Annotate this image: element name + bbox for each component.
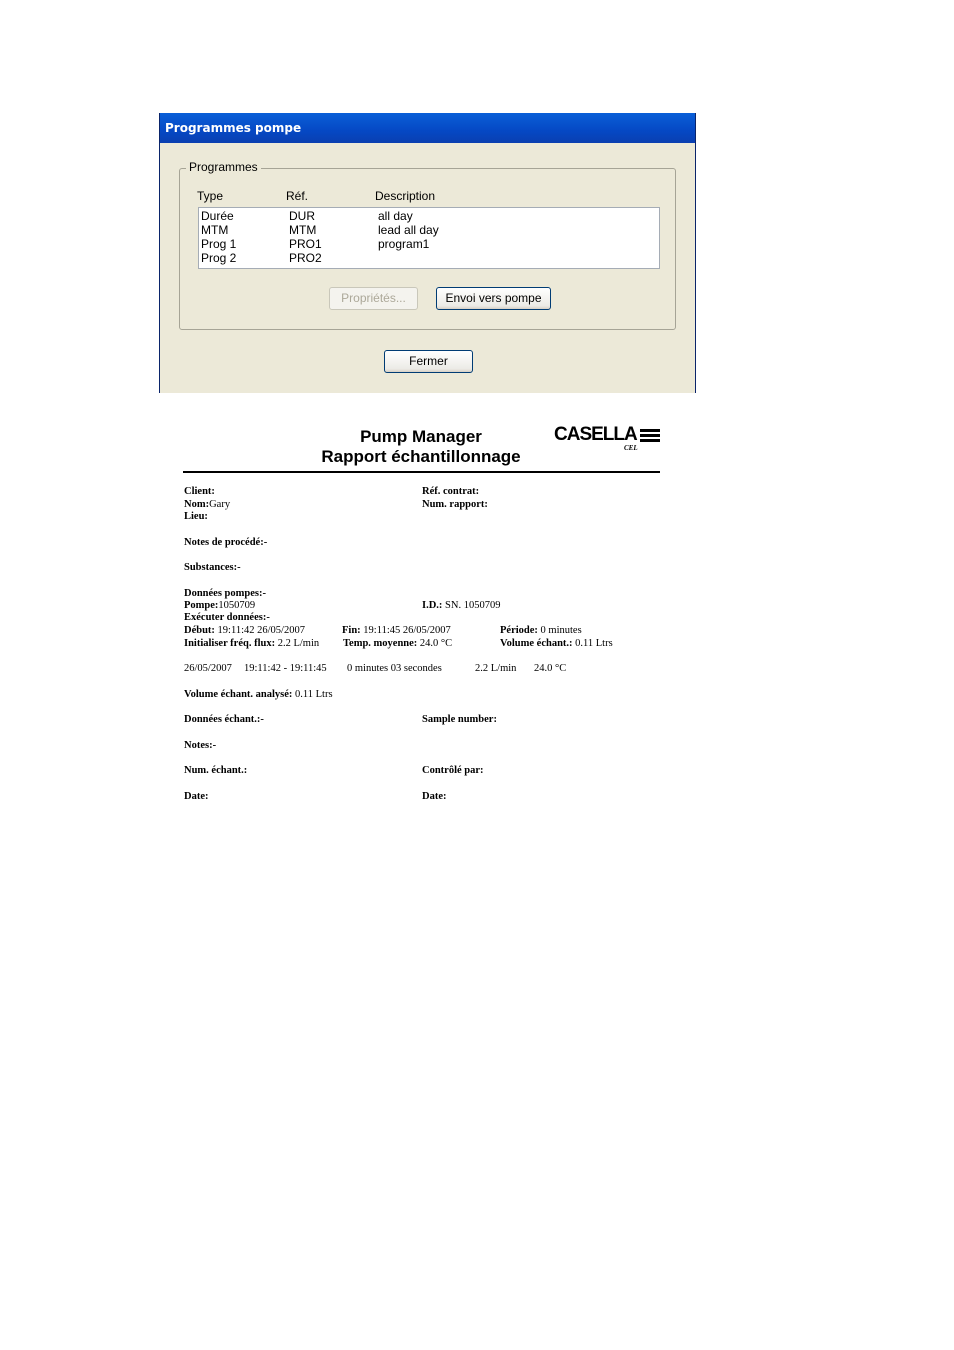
list-item[interactable] bbox=[199, 209, 659, 223]
dialog-title: Programmes pompe bbox=[160, 113, 695, 143]
list-item[interactable] bbox=[199, 237, 659, 251]
fin-field: Fin: 19:11:45 26/05/2007 bbox=[342, 625, 451, 636]
row-description: all day bbox=[378, 209, 413, 223]
row-type: MTM bbox=[201, 223, 229, 237]
notes-field: Notes:- bbox=[184, 740, 217, 751]
executer-field: Exécuter données:- bbox=[184, 612, 270, 623]
run-date: 26/05/2007 bbox=[184, 663, 232, 674]
controle-par-field: Contrôlé par: bbox=[422, 765, 484, 776]
temp-moyenne-field: Temp. moyenne: 24.0 °C bbox=[343, 638, 453, 649]
row-ref: MTM bbox=[289, 223, 317, 237]
init-flux-field: Initialiser fréq. flux: 2.2 L/min bbox=[184, 638, 320, 649]
casella-logo bbox=[554, 424, 664, 454]
logo-bars-icon bbox=[640, 429, 660, 444]
column-header-description[interactable]: Description bbox=[375, 189, 436, 203]
run-flow: 2.2 L/min bbox=[475, 663, 517, 674]
client-field: Client: bbox=[184, 486, 215, 497]
donnees-pompes-field: Données pompes:- bbox=[184, 588, 266, 599]
column-header-type[interactable]: Type bbox=[197, 189, 224, 203]
date-right-field: Date: bbox=[422, 791, 447, 802]
substances-field: Substances:- bbox=[184, 562, 241, 573]
row-description: program1 bbox=[378, 237, 430, 251]
date-left-field: Date: bbox=[184, 791, 209, 802]
logo-text: CASELLA bbox=[554, 424, 637, 445]
list-item[interactable] bbox=[199, 251, 659, 265]
num-rapport-field: Num. rapport: bbox=[422, 499, 488, 510]
debut-field: Début: 19:11:42 26/05/2007 bbox=[184, 625, 305, 636]
sample-number-field: Sample number: bbox=[422, 714, 497, 725]
row-ref: PRO2 bbox=[289, 251, 322, 265]
group-label: Programmes bbox=[186, 160, 261, 174]
notes-procede-field: Notes de procédé:- bbox=[184, 537, 268, 548]
send-to-pump-button[interactable]: Envoi vers pompe bbox=[436, 287, 551, 310]
run-time-range: 19:11:42 - 19:11:45 bbox=[244, 663, 327, 674]
report-title bbox=[301, 427, 541, 467]
report-title-line2: Rapport échantillonnage bbox=[321, 447, 521, 466]
pompe-field: Pompe:1050709 bbox=[184, 600, 256, 611]
row-description: lead all day bbox=[378, 223, 439, 237]
id-field: I.D.: SN. 1050709 bbox=[422, 600, 501, 611]
row-type: Durée bbox=[201, 209, 234, 223]
nom-field: Nom:Gary bbox=[184, 499, 231, 510]
lieu-field: Lieu: bbox=[184, 511, 208, 522]
properties-button[interactable]: Propriétés... bbox=[329, 287, 418, 310]
volume-analyse-field: Volume échant. analysé: 0.11 Ltrs bbox=[184, 689, 333, 700]
volume-field: Volume échant.: 0.11 Ltrs bbox=[500, 638, 613, 649]
run-duration: 0 minutes 03 secondes bbox=[347, 663, 442, 674]
row-ref: PRO1 bbox=[289, 237, 322, 251]
row-ref: DUR bbox=[289, 209, 315, 223]
column-header-ref[interactable]: Réf. bbox=[286, 189, 309, 203]
programmes-groupbox bbox=[179, 160, 676, 330]
list-item[interactable] bbox=[199, 223, 659, 237]
programmes-list[interactable] bbox=[198, 207, 660, 269]
row-type: Prog 2 bbox=[201, 251, 237, 265]
num-echant-field: Num. échant.: bbox=[184, 765, 248, 776]
programmes-pompe-dialog bbox=[159, 113, 696, 393]
logo-sub: CEL bbox=[624, 444, 638, 452]
ref-contrat-field: Réf. contrat: bbox=[422, 486, 480, 497]
run-temp: 24.0 °C bbox=[534, 663, 567, 674]
report-title-line1: Pump Manager bbox=[360, 427, 482, 446]
close-button[interactable]: Fermer bbox=[384, 350, 473, 373]
donnees-echant-field: Données échant.:- bbox=[184, 714, 264, 725]
row-type: Prog 1 bbox=[201, 237, 237, 251]
periode-field: Période: 0 minutes bbox=[500, 625, 582, 636]
header-rule bbox=[183, 471, 660, 473]
